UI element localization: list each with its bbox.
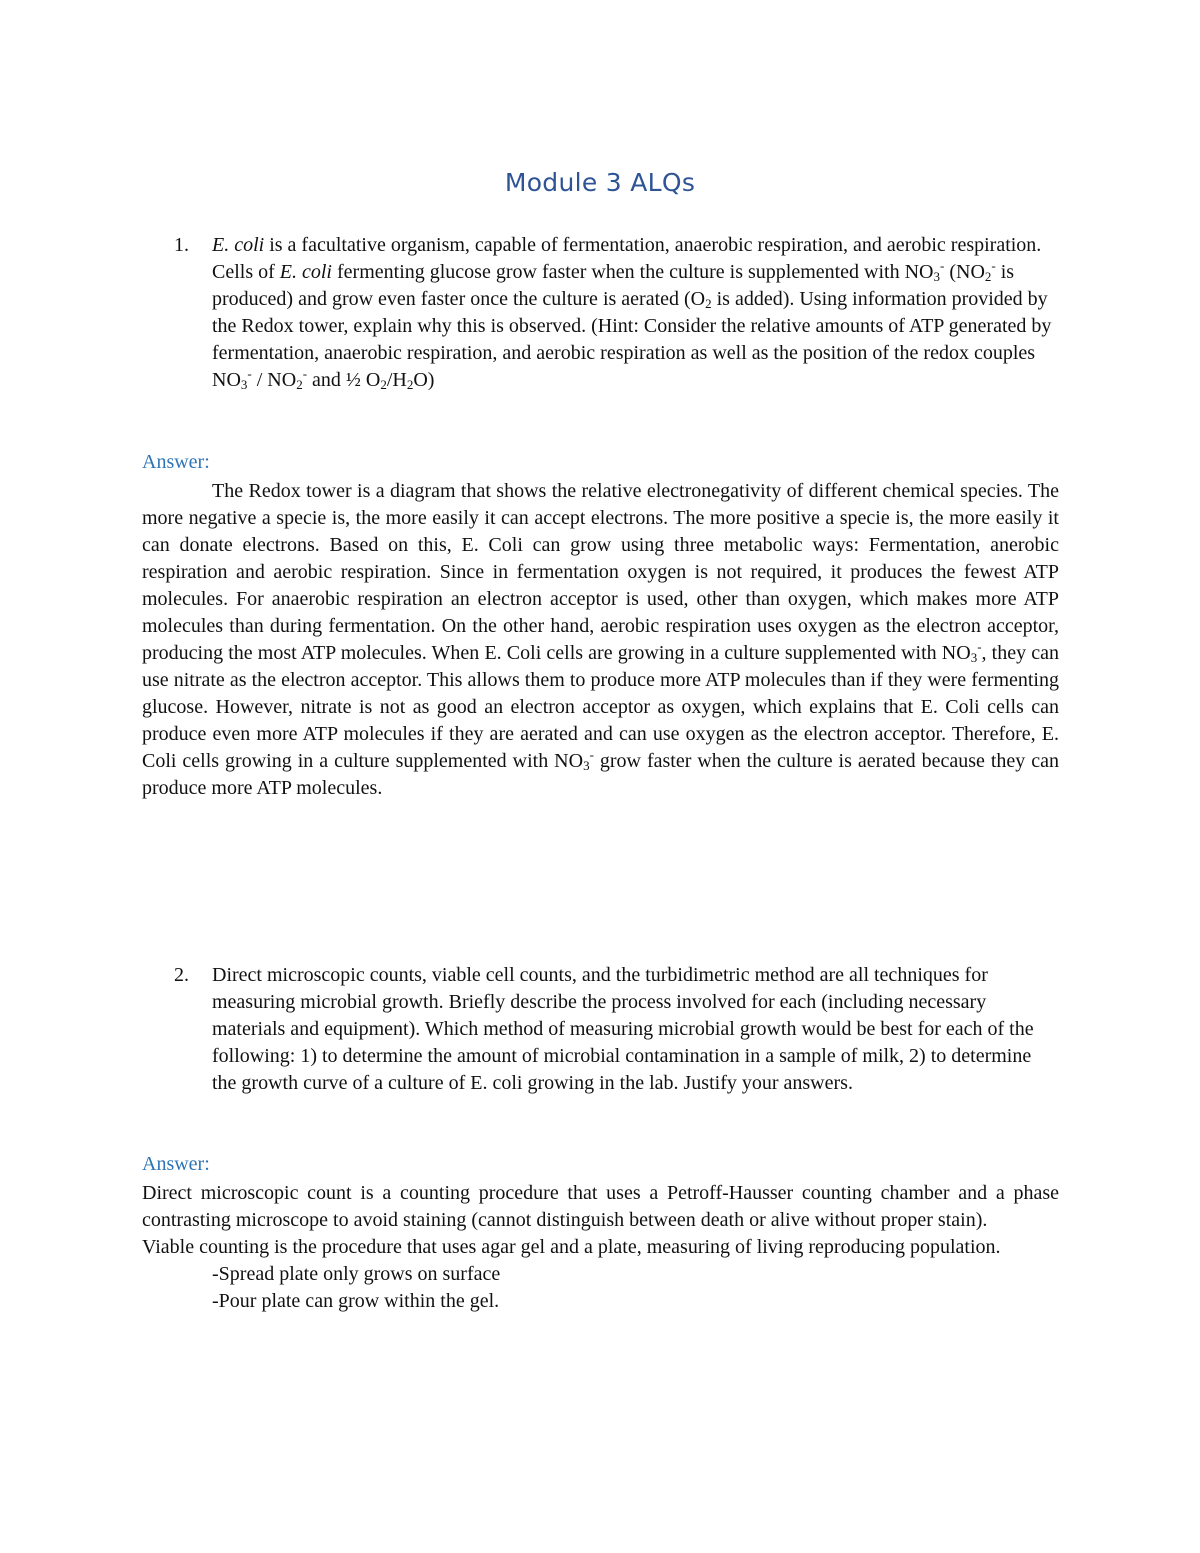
superscript: - [991, 258, 996, 273]
question-text-segment: is produced) and grow even faster once the culture is aerated (O [212, 261, 1015, 310]
question-text-segment: /H [386, 369, 407, 391]
superscript: - [940, 258, 945, 273]
question-text-segment: / NO [251, 369, 297, 391]
answer-bullet: -Spread plate only grows on surface [212, 1263, 501, 1285]
answer-paragraph: Direct microscopic count is a counting procedure that uses a Petroff-Hausser counting chamber and a phase contrasting microscope to avoid staining (cannot distinguish between death or alive without proper stain). [142, 1182, 1059, 1231]
answer-1-label: Answer: [142, 451, 210, 473]
superscript: - [589, 747, 594, 762]
subscript: 2 [380, 377, 387, 392]
answer-text-segment: , they can use nitrate as the electron acceptor. This allows them to produce more ATP molecules than if they were fermenting glucose. However, nitrate is not as good an electron acceptor as oxygen, which explains that E. Coli cells can produce even more ATP molecules if they are aerated and can use oxygen as the electron acceptor. Therefore, E. Coli cells growing in a culture supplemented with NO [142, 642, 1059, 772]
superscript: - [247, 366, 252, 381]
organism-name: E. coli [212, 234, 265, 256]
question-number: 2. [174, 964, 189, 986]
subscript: 3 [240, 377, 248, 392]
answer-1-body [142, 478, 1059, 802]
question-1 [174, 232, 1054, 394]
answer-paragraph: Viable counting is the procedure that uses agar gel and a plate, measuring of living reproducing population. [142, 1236, 1001, 1258]
subscript: 2 [406, 377, 414, 392]
subscript: 3 [933, 269, 941, 284]
question-text-segment: is added). Using information provided by the Redox tower, explain why this is observed. (Hint: Consider the relative amounts of ATP generated by fermentation, anaerobic respiration, and aerobic respiration as well as the position of the redox couples NO [212, 288, 1052, 391]
question-text-segment: (NO [944, 261, 985, 283]
organism-name: E. coli [279, 261, 332, 283]
question-text: Direct microscopic counts, viable cell counts, and the turbidimetric method are all techniques for measuring microbial growth. Briefly describe the process involved for each (including necessary materials and equipment). Which method of measuring microbial growth would be best for each of the following: 1) to determine the amount of microbial contamination in a sample of milk, 2) to determine the growth curve of a culture of E. coli growing in the lab. Justify your answers. [212, 964, 1034, 1094]
subscript: 3 [970, 650, 978, 665]
superscript: - [302, 366, 308, 381]
question-text-segment: is a facultative organism, capable of fermentation, anaerobic respiration, and aerobic respiration. Cells of [212, 234, 1042, 283]
subscript: 2 [984, 269, 992, 284]
page-title: Module 3 ALQs [504, 168, 696, 197]
question-text-segment: and ½ O [307, 369, 381, 391]
superscript: - [977, 639, 982, 654]
answer-2-label: Answer: [142, 1153, 210, 1175]
question-text-segment: O) [413, 369, 435, 391]
subscript: 2 [705, 296, 712, 311]
question-text-segment: fermenting glucose grow faster when the culture is supplemented with NO [332, 261, 934, 283]
question-text [212, 232, 1054, 394]
question-2 [174, 962, 1054, 1097]
subscript: 3 [583, 758, 590, 773]
answer-bullet: -Pour plate can grow within the gel. [212, 1290, 500, 1312]
subscript: 2 [296, 377, 303, 392]
answer-text-segment: The Redox tower is a diagram that shows the relative electronegativity of different chemical species. The more negative a specie is, the more easily it can accept electrons. The more positive a specie is, the more easily it can donate electrons. Based on this, E. Coli can grow using three metabolic ways: Fermentation, anerobic respiration and aerobic respiration. Since in fermentation oxygen is not required, it produces the fewest ATP molecules. For anaerobic respiration an electron acceptor is used, other than oxygen, which makes more ATP molecules than during fermentation. On the other hand, aerobic respiration uses oxygen as the electron acceptor, producing the most ATP molecules. When E. Coli cells are growing in a culture supplemented with NO [142, 480, 1059, 664]
answer-2-body [142, 1180, 1059, 1315]
answer-text-segment: grow faster when the culture is aerated because they can produce more ATP molecules. [142, 750, 1059, 799]
question-number: 1. [174, 234, 189, 256]
